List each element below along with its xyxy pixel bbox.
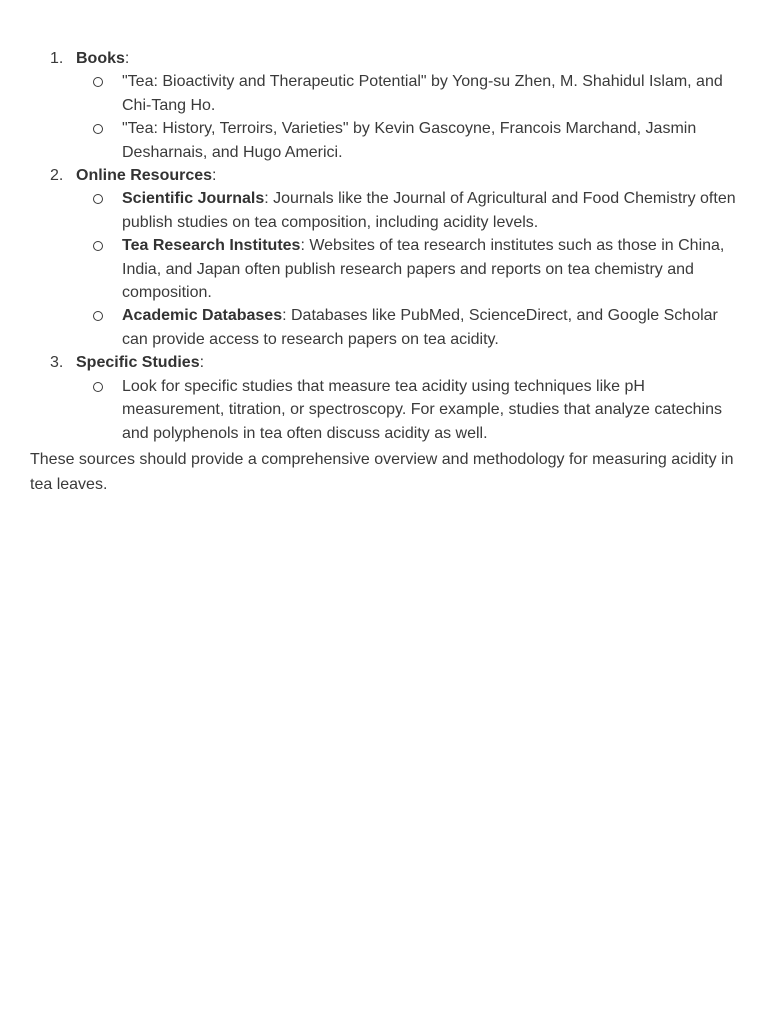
resource-label: Scientific Journals [122, 190, 265, 208]
list-item [76, 187, 738, 234]
list-number: 1. [50, 50, 64, 67]
specific-sublist [76, 375, 738, 445]
document-body [0, 0, 768, 497]
heading-separator: : [124, 50, 130, 67]
sources-list [30, 47, 738, 445]
book-entry: "Tea: Bioactivity and Therapeutic Potential" by Yong-su Zhen, M. Shahidul Islam, and Chi-Tang Ho. [122, 73, 723, 114]
list-heading-books: Books [76, 50, 125, 67]
list-number: 3. [50, 354, 64, 372]
bullet-circle-icon [93, 311, 103, 321]
list-item-books [30, 47, 738, 164]
bullet-circle-icon [93, 382, 103, 392]
books-sublist [76, 70, 738, 164]
list-heading-specific-studies: Specific Studies [76, 354, 200, 372]
resource-description: : Databases like PubMed, ScienceDirect, and Google Scholar can provide access to research papers on tea acidity. [122, 307, 718, 348]
list-item-specific-studies [30, 351, 738, 445]
summary-paragraph: These sources should provide a comprehensive overview and methodology for measuring acidity in tea leaves. [30, 450, 734, 493]
list-item [76, 234, 738, 304]
bullet-circle-icon [93, 194, 103, 204]
online-sublist [76, 187, 738, 351]
resource-label: Tea Research Institutes [122, 237, 301, 255]
list-item [76, 304, 738, 351]
bullet-circle-icon [93, 77, 103, 87]
list-item-online-resources [30, 164, 738, 351]
resource-description: : Journals like the Journal of Agricultural and Food Chemistry often publish studies on tea composition, including acidity levels. [122, 190, 736, 231]
book-entry: "Tea: History, Terroirs, Varieties" by Kevin Gascoyne, Francois Marchand, Jasmin Desharnais, and Hugo Americi. [122, 120, 697, 161]
resource-description: : Websites of tea research institutes such as those in China, India, and Japan often publish research papers and reports on tea chemistry and composition. [122, 237, 725, 302]
list-item [76, 70, 738, 117]
study-description: Look for specific studies that measure tea acidity using techniques like pH measurement, titration, or spectroscopy. For example, studies that analyze catechins and polyphenols in tea often discuss acidity as well. [122, 377, 722, 442]
list-number: 2. [50, 167, 64, 185]
list-item [76, 375, 738, 445]
resource-label: Academic Databases [122, 307, 283, 325]
bullet-circle-icon [93, 241, 103, 251]
list-item [76, 117, 738, 164]
heading-separator: : [199, 354, 205, 372]
bullet-circle-icon [93, 124, 103, 134]
list-heading-online-resources: Online Resources [76, 167, 213, 185]
heading-separator: : [212, 167, 217, 185]
